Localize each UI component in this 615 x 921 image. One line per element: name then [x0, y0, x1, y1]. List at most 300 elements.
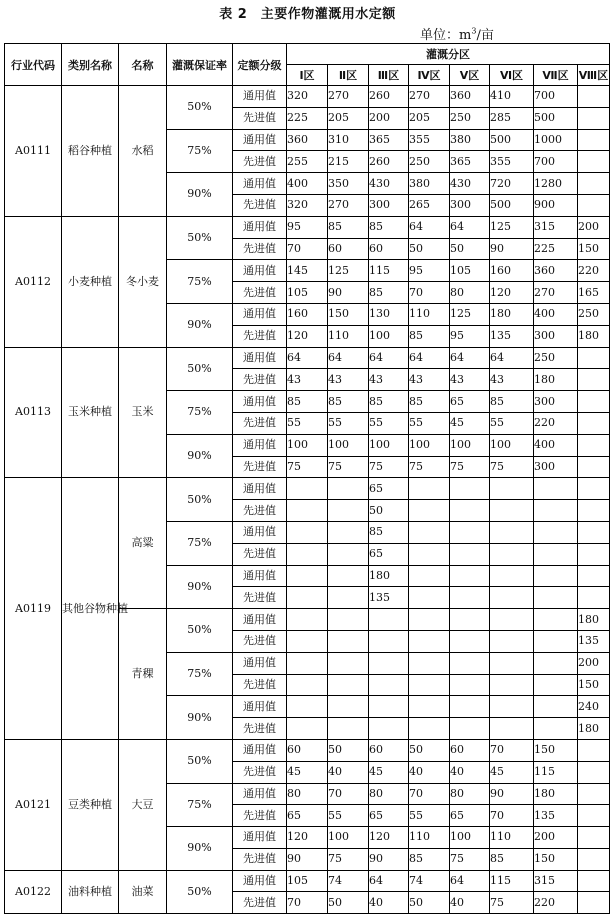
- quota-value-cell: 160: [490, 260, 534, 282]
- guarantee-rate-cell: 90%: [167, 696, 233, 740]
- quota-value-cell: [450, 478, 490, 500]
- quota-value-cell: 55: [490, 412, 534, 434]
- quota-value-cell: 40: [328, 761, 369, 783]
- header-category: 类别名称: [62, 44, 119, 86]
- guarantee-rate-cell: 75%: [167, 391, 233, 435]
- quota-grade-cell: 先进值: [233, 805, 287, 827]
- quota-value-cell: [409, 478, 450, 500]
- quota-value-cell: 85: [409, 325, 450, 347]
- quota-value-cell: [287, 500, 328, 522]
- quota-value-cell: 150: [534, 848, 578, 870]
- quota-value-cell: 360: [534, 260, 578, 282]
- quota-value-cell: [369, 718, 409, 740]
- quota-value-cell: 110: [490, 827, 534, 849]
- quota-grade-cell: 通用值: [233, 260, 287, 282]
- quota-value-cell: 255: [287, 151, 328, 173]
- quota-value-cell: [578, 500, 610, 522]
- unit-superscript: 3: [471, 26, 477, 36]
- quota-value-cell: [369, 652, 409, 674]
- quota-value-cell: 205: [409, 107, 450, 129]
- quota-grade-cell: 通用值: [233, 216, 287, 238]
- quota-value-cell: [328, 696, 369, 718]
- quota-value-cell: 430: [369, 173, 409, 195]
- quota-value-cell: 100: [450, 434, 490, 456]
- guarantee-rate-cell: 50%: [167, 739, 233, 783]
- guarantee-rate-cell: 90%: [167, 173, 233, 217]
- quota-value-cell: 380: [450, 129, 490, 151]
- quota-value-cell: 180: [578, 718, 610, 740]
- quota-value-cell: [450, 652, 490, 674]
- quota-value-cell: 150: [578, 674, 610, 696]
- quota-grade-cell: 通用值: [233, 739, 287, 761]
- quota-value-cell: 43: [287, 369, 328, 391]
- header-zone: Ⅴ区: [450, 65, 490, 86]
- quota-value-cell: 75: [450, 456, 490, 478]
- quota-grade-cell: 通用值: [233, 173, 287, 195]
- quota-value-cell: [490, 609, 534, 631]
- quota-value-cell: [578, 870, 610, 892]
- quota-value-cell: 100: [328, 434, 369, 456]
- quota-value-cell: 74: [328, 870, 369, 892]
- quota-value-cell: [534, 718, 578, 740]
- quota-value-cell: [369, 630, 409, 652]
- quota-value-cell: 215: [328, 151, 369, 173]
- quota-value-cell: [409, 587, 450, 609]
- quota-value-cell: 200: [578, 216, 610, 238]
- quota-value-cell: 500: [490, 194, 534, 216]
- quota-value-cell: 1280: [534, 173, 578, 195]
- quota-value-cell: 70: [490, 805, 534, 827]
- table-row: [5, 478, 610, 500]
- quota-grade-cell: 通用值: [233, 303, 287, 325]
- quota-value-cell: [490, 696, 534, 718]
- quota-value-cell: 150: [534, 739, 578, 761]
- quota-grade-cell: 先进值: [233, 151, 287, 173]
- quota-value-cell: 70: [490, 739, 534, 761]
- quota-value-cell: 64: [450, 347, 490, 369]
- quota-grade-cell: 先进值: [233, 892, 287, 914]
- quota-value-cell: 125: [328, 260, 369, 282]
- quota-value-cell: 65: [450, 805, 490, 827]
- quota-value-cell: 320: [287, 86, 328, 108]
- quota-value-cell: 64: [287, 347, 328, 369]
- crop-name-cell: 高粱: [119, 478, 167, 609]
- quota-value-cell: 500: [534, 107, 578, 129]
- quota-value-cell: [490, 543, 534, 565]
- quota-value-cell: [490, 478, 534, 500]
- quota-value-cell: 65: [369, 805, 409, 827]
- quota-value-cell: 380: [409, 173, 450, 195]
- category-name-cell: 玉米种植: [62, 347, 119, 478]
- quota-value-cell: [450, 587, 490, 609]
- quota-value-cell: 135: [534, 805, 578, 827]
- quota-value-cell: 50: [369, 500, 409, 522]
- header-rate: 灌溉保证率: [167, 44, 233, 86]
- quota-value-cell: [328, 718, 369, 740]
- quota-value-cell: 65: [369, 543, 409, 565]
- category-name-cell: 小麦种植: [62, 216, 119, 347]
- quota-value-cell: 105: [450, 260, 490, 282]
- quota-value-cell: [450, 500, 490, 522]
- guarantee-rate-cell: 75%: [167, 260, 233, 304]
- quota-grade-cell: 先进值: [233, 238, 287, 260]
- quota-value-cell: 45: [490, 761, 534, 783]
- header-zone: Ⅰ区: [287, 65, 328, 86]
- quota-value-cell: [534, 630, 578, 652]
- quota-value-cell: 240: [578, 696, 610, 718]
- quota-value-cell: [287, 630, 328, 652]
- quota-value-cell: 250: [534, 347, 578, 369]
- quota-value-cell: 100: [287, 434, 328, 456]
- header-code: 行业代码: [5, 44, 62, 86]
- quota-value-cell: [328, 478, 369, 500]
- quota-value-cell: 43: [328, 369, 369, 391]
- quota-value-cell: 80: [369, 783, 409, 805]
- quota-grade-cell: 先进值: [233, 543, 287, 565]
- quota-value-cell: 65: [287, 805, 328, 827]
- quota-value-cell: [534, 696, 578, 718]
- quota-value-cell: 180: [578, 325, 610, 347]
- quota-value-cell: [534, 587, 578, 609]
- quota-value-cell: [328, 500, 369, 522]
- quota-value-cell: [287, 609, 328, 631]
- quota-value-cell: 400: [534, 303, 578, 325]
- unit-prefix: 单位：: [420, 28, 460, 43]
- quota-value-cell: 40: [409, 761, 450, 783]
- quota-value-cell: 50: [328, 892, 369, 914]
- table-title: 表 2 主要作物灌溉用水定额: [219, 7, 396, 22]
- quota-value-cell: [578, 543, 610, 565]
- guarantee-rate-cell: 90%: [167, 565, 233, 609]
- quota-value-cell: 150: [578, 238, 610, 260]
- quota-value-cell: [578, 761, 610, 783]
- quota-value-cell: 270: [409, 86, 450, 108]
- quota-value-cell: 90: [328, 282, 369, 304]
- quota-value-cell: [450, 696, 490, 718]
- quota-value-cell: 145: [287, 260, 328, 282]
- quota-value-cell: [287, 521, 328, 543]
- quota-grade-cell: 通用值: [233, 652, 287, 674]
- quota-value-cell: 110: [328, 325, 369, 347]
- quota-grade-cell: 先进值: [233, 194, 287, 216]
- quota-value-cell: [328, 630, 369, 652]
- quota-value-cell: 250: [578, 303, 610, 325]
- quota-grade-cell: 先进值: [233, 630, 287, 652]
- quota-value-cell: [534, 565, 578, 587]
- quota-value-cell: 80: [287, 783, 328, 805]
- guarantee-rate-cell: 50%: [167, 86, 233, 130]
- quota-value-cell: [450, 543, 490, 565]
- quota-value-cell: [578, 783, 610, 805]
- quota-value-cell: [287, 652, 328, 674]
- quota-grade-cell: 先进值: [233, 282, 287, 304]
- header-zone: Ⅳ区: [409, 65, 450, 86]
- quota-value-cell: 70: [287, 892, 328, 914]
- quota-grade-cell: 先进值: [233, 369, 287, 391]
- quota-value-cell: 250: [450, 107, 490, 129]
- quota-grade-cell: 先进值: [233, 412, 287, 434]
- category-name-cell: 其他谷物种植: [62, 478, 119, 740]
- quota-value-cell: 720: [490, 173, 534, 195]
- quota-grade-cell: 通用值: [233, 347, 287, 369]
- table-row: [5, 739, 610, 761]
- quota-value-cell: [409, 565, 450, 587]
- guarantee-rate-cell: 50%: [167, 609, 233, 653]
- category-name-cell: 稻谷种植: [62, 86, 119, 217]
- quota-value-cell: 260: [369, 86, 409, 108]
- guarantee-rate-cell: 75%: [167, 521, 233, 565]
- quota-value-cell: [450, 630, 490, 652]
- quota-value-cell: 64: [409, 216, 450, 238]
- industry-code-cell: A0111: [5, 86, 62, 217]
- quota-value-cell: 43: [369, 369, 409, 391]
- quota-value-cell: [534, 652, 578, 674]
- quota-value-cell: [578, 151, 610, 173]
- quota-value-cell: [534, 609, 578, 631]
- header-zone: Ⅲ区: [369, 65, 409, 86]
- quota-value-cell: [287, 587, 328, 609]
- quota-value-cell: 50: [450, 238, 490, 260]
- quota-value-cell: 350: [328, 173, 369, 195]
- quota-value-cell: 85: [490, 391, 534, 413]
- quota-value-cell: 45: [369, 761, 409, 783]
- quota-value-cell: 60: [450, 739, 490, 761]
- quota-value-cell: [578, 456, 610, 478]
- quota-value-cell: 315: [534, 870, 578, 892]
- quota-value-cell: [409, 543, 450, 565]
- quota-value-cell: 125: [450, 303, 490, 325]
- quota-value-cell: 45: [287, 761, 328, 783]
- quota-value-cell: [578, 892, 610, 914]
- quota-value-cell: [578, 587, 610, 609]
- guarantee-rate-cell: 90%: [167, 827, 233, 871]
- quota-value-cell: [287, 674, 328, 696]
- quota-value-cell: 100: [369, 325, 409, 347]
- guarantee-rate-cell: 50%: [167, 870, 233, 914]
- quota-value-cell: 50: [328, 739, 369, 761]
- quota-value-cell: 300: [534, 325, 578, 347]
- quota-value-cell: [534, 521, 578, 543]
- quota-value-cell: [578, 347, 610, 369]
- quota-value-cell: 270: [328, 86, 369, 108]
- guarantee-rate-cell: 75%: [167, 783, 233, 827]
- quota-value-cell: 43: [409, 369, 450, 391]
- quota-value-cell: 70: [328, 783, 369, 805]
- quota-value-cell: 110: [409, 827, 450, 849]
- quota-value-cell: 75: [328, 848, 369, 870]
- quota-value-cell: 80: [450, 783, 490, 805]
- quota-value-cell: 355: [490, 151, 534, 173]
- guarantee-rate-cell: 50%: [167, 347, 233, 391]
- quota-value-cell: 430: [450, 173, 490, 195]
- quota-value-cell: 75: [369, 456, 409, 478]
- quota-value-cell: [578, 173, 610, 195]
- quota-value-cell: 75: [490, 892, 534, 914]
- quota-value-cell: 43: [450, 369, 490, 391]
- quota-value-cell: 120: [287, 827, 328, 849]
- guarantee-rate-cell: 90%: [167, 303, 233, 347]
- quota-value-cell: 300: [450, 194, 490, 216]
- quota-value-cell: 360: [287, 129, 328, 151]
- quota-value-cell: 90: [369, 848, 409, 870]
- quota-grade-cell: 通用值: [233, 86, 287, 108]
- quota-value-cell: 500: [490, 129, 534, 151]
- quota-value-cell: [578, 739, 610, 761]
- header-name: 名称: [119, 44, 167, 86]
- quota-value-cell: 700: [534, 151, 578, 173]
- quota-value-cell: 75: [450, 848, 490, 870]
- guarantee-rate-cell: 75%: [167, 129, 233, 173]
- quota-value-cell: [578, 827, 610, 849]
- quota-value-cell: 135: [578, 630, 610, 652]
- quota-value-cell: 220: [534, 412, 578, 434]
- quota-value-cell: 74: [409, 870, 450, 892]
- quota-value-cell: 110: [409, 303, 450, 325]
- quota-value-cell: 90: [490, 783, 534, 805]
- quota-value-cell: 310: [328, 129, 369, 151]
- guarantee-rate-cell: 50%: [167, 478, 233, 522]
- quota-value-cell: 64: [409, 347, 450, 369]
- quota-value-cell: 45: [450, 412, 490, 434]
- quota-value-cell: 300: [534, 456, 578, 478]
- quota-value-cell: 125: [490, 216, 534, 238]
- quota-value-cell: [287, 478, 328, 500]
- quota-value-cell: 120: [490, 282, 534, 304]
- crop-name-cell: 玉米: [119, 347, 167, 478]
- quota-value-cell: 400: [534, 434, 578, 456]
- quota-value-cell: [490, 630, 534, 652]
- quota-value-cell: [578, 805, 610, 827]
- quota-value-cell: 360: [450, 86, 490, 108]
- industry-code-cell: A0113: [5, 347, 62, 478]
- crop-name-cell: 冬小麦: [119, 216, 167, 347]
- quota-grade-cell: 通用值: [233, 565, 287, 587]
- quota-value-cell: [409, 674, 450, 696]
- quota-value-cell: [409, 696, 450, 718]
- quota-value-cell: 80: [450, 282, 490, 304]
- quota-grade-cell: 通用值: [233, 827, 287, 849]
- quota-value-cell: 260: [369, 151, 409, 173]
- quota-value-cell: 200: [578, 652, 610, 674]
- quota-grade-cell: 通用值: [233, 391, 287, 413]
- quota-value-cell: 75: [328, 456, 369, 478]
- quota-value-cell: 105: [287, 870, 328, 892]
- quota-value-cell: 115: [369, 260, 409, 282]
- quota-value-cell: 50: [409, 739, 450, 761]
- quota-grade-cell: 通用值: [233, 521, 287, 543]
- quota-value-cell: 365: [450, 151, 490, 173]
- quota-value-cell: [490, 565, 534, 587]
- quota-value-cell: 55: [328, 412, 369, 434]
- quota-value-cell: 60: [369, 739, 409, 761]
- quota-value-cell: [409, 609, 450, 631]
- quota-value-cell: 300: [534, 391, 578, 413]
- quota-value-cell: [450, 609, 490, 631]
- quota-value-cell: [578, 521, 610, 543]
- quota-value-cell: 90: [490, 238, 534, 260]
- quota-value-cell: 180: [369, 565, 409, 587]
- quota-grade-cell: 通用值: [233, 696, 287, 718]
- quota-value-cell: [578, 107, 610, 129]
- quota-value-cell: [369, 609, 409, 631]
- quota-value-cell: [328, 652, 369, 674]
- quota-value-cell: 135: [369, 587, 409, 609]
- quota-value-cell: 100: [409, 434, 450, 456]
- quota-value-cell: 100: [450, 827, 490, 849]
- header-zone: Ⅶ区: [534, 65, 578, 86]
- quota-value-cell: 250: [409, 151, 450, 173]
- quota-value-cell: 115: [534, 761, 578, 783]
- quota-value-cell: 135: [490, 325, 534, 347]
- quota-value-cell: 60: [287, 739, 328, 761]
- quota-value-cell: 64: [450, 216, 490, 238]
- quota-value-cell: 64: [369, 870, 409, 892]
- quota-value-cell: 700: [534, 86, 578, 108]
- quota-grade-cell: 先进值: [233, 587, 287, 609]
- quota-grade-cell: 先进值: [233, 674, 287, 696]
- quota-value-cell: 105: [287, 282, 328, 304]
- quota-value-cell: 150: [328, 303, 369, 325]
- quota-value-cell: [490, 674, 534, 696]
- quota-value-cell: 75: [490, 456, 534, 478]
- quota-grade-cell: 通用值: [233, 609, 287, 631]
- quota-value-cell: 50: [409, 238, 450, 260]
- irrigation-quota-table: [4, 43, 610, 914]
- quota-grade-cell: 通用值: [233, 434, 287, 456]
- quota-value-cell: 180: [490, 303, 534, 325]
- quota-value-cell: 85: [369, 521, 409, 543]
- quota-value-cell: [534, 674, 578, 696]
- quota-value-cell: 64: [328, 347, 369, 369]
- quota-value-cell: [287, 718, 328, 740]
- quota-value-cell: 200: [534, 827, 578, 849]
- quota-grade-cell: 先进值: [233, 718, 287, 740]
- quota-value-cell: 85: [328, 391, 369, 413]
- quota-value-cell: 70: [409, 282, 450, 304]
- quota-value-cell: [450, 674, 490, 696]
- quota-value-cell: [578, 412, 610, 434]
- table-row: [5, 86, 610, 108]
- quota-value-cell: 55: [409, 805, 450, 827]
- quota-value-cell: 200: [369, 107, 409, 129]
- industry-code-cell: A0121: [5, 739, 62, 870]
- quota-value-cell: 320: [287, 194, 328, 216]
- quota-grade-cell: 先进值: [233, 500, 287, 522]
- quota-value-cell: [328, 609, 369, 631]
- quota-value-cell: 180: [534, 783, 578, 805]
- quota-value-cell: [578, 434, 610, 456]
- quota-value-cell: 410: [490, 86, 534, 108]
- quota-value-cell: [578, 565, 610, 587]
- quota-value-cell: [450, 718, 490, 740]
- quota-value-cell: [287, 696, 328, 718]
- quota-value-cell: 64: [490, 347, 534, 369]
- header-zone: Ⅵ区: [490, 65, 534, 86]
- quota-value-cell: 165: [578, 282, 610, 304]
- quota-grade-cell: 先进值: [233, 325, 287, 347]
- quota-value-cell: [369, 696, 409, 718]
- quota-value-cell: 130: [369, 303, 409, 325]
- guarantee-rate-cell: 75%: [167, 652, 233, 696]
- quota-value-cell: 55: [409, 412, 450, 434]
- quota-value-cell: [369, 674, 409, 696]
- quota-value-cell: [409, 630, 450, 652]
- quota-value-cell: 65: [450, 391, 490, 413]
- quota-value-cell: 85: [287, 391, 328, 413]
- quota-value-cell: 225: [534, 238, 578, 260]
- header-zone-group: 灌溉分区: [287, 44, 610, 65]
- crop-name-cell: 大豆: [119, 739, 167, 870]
